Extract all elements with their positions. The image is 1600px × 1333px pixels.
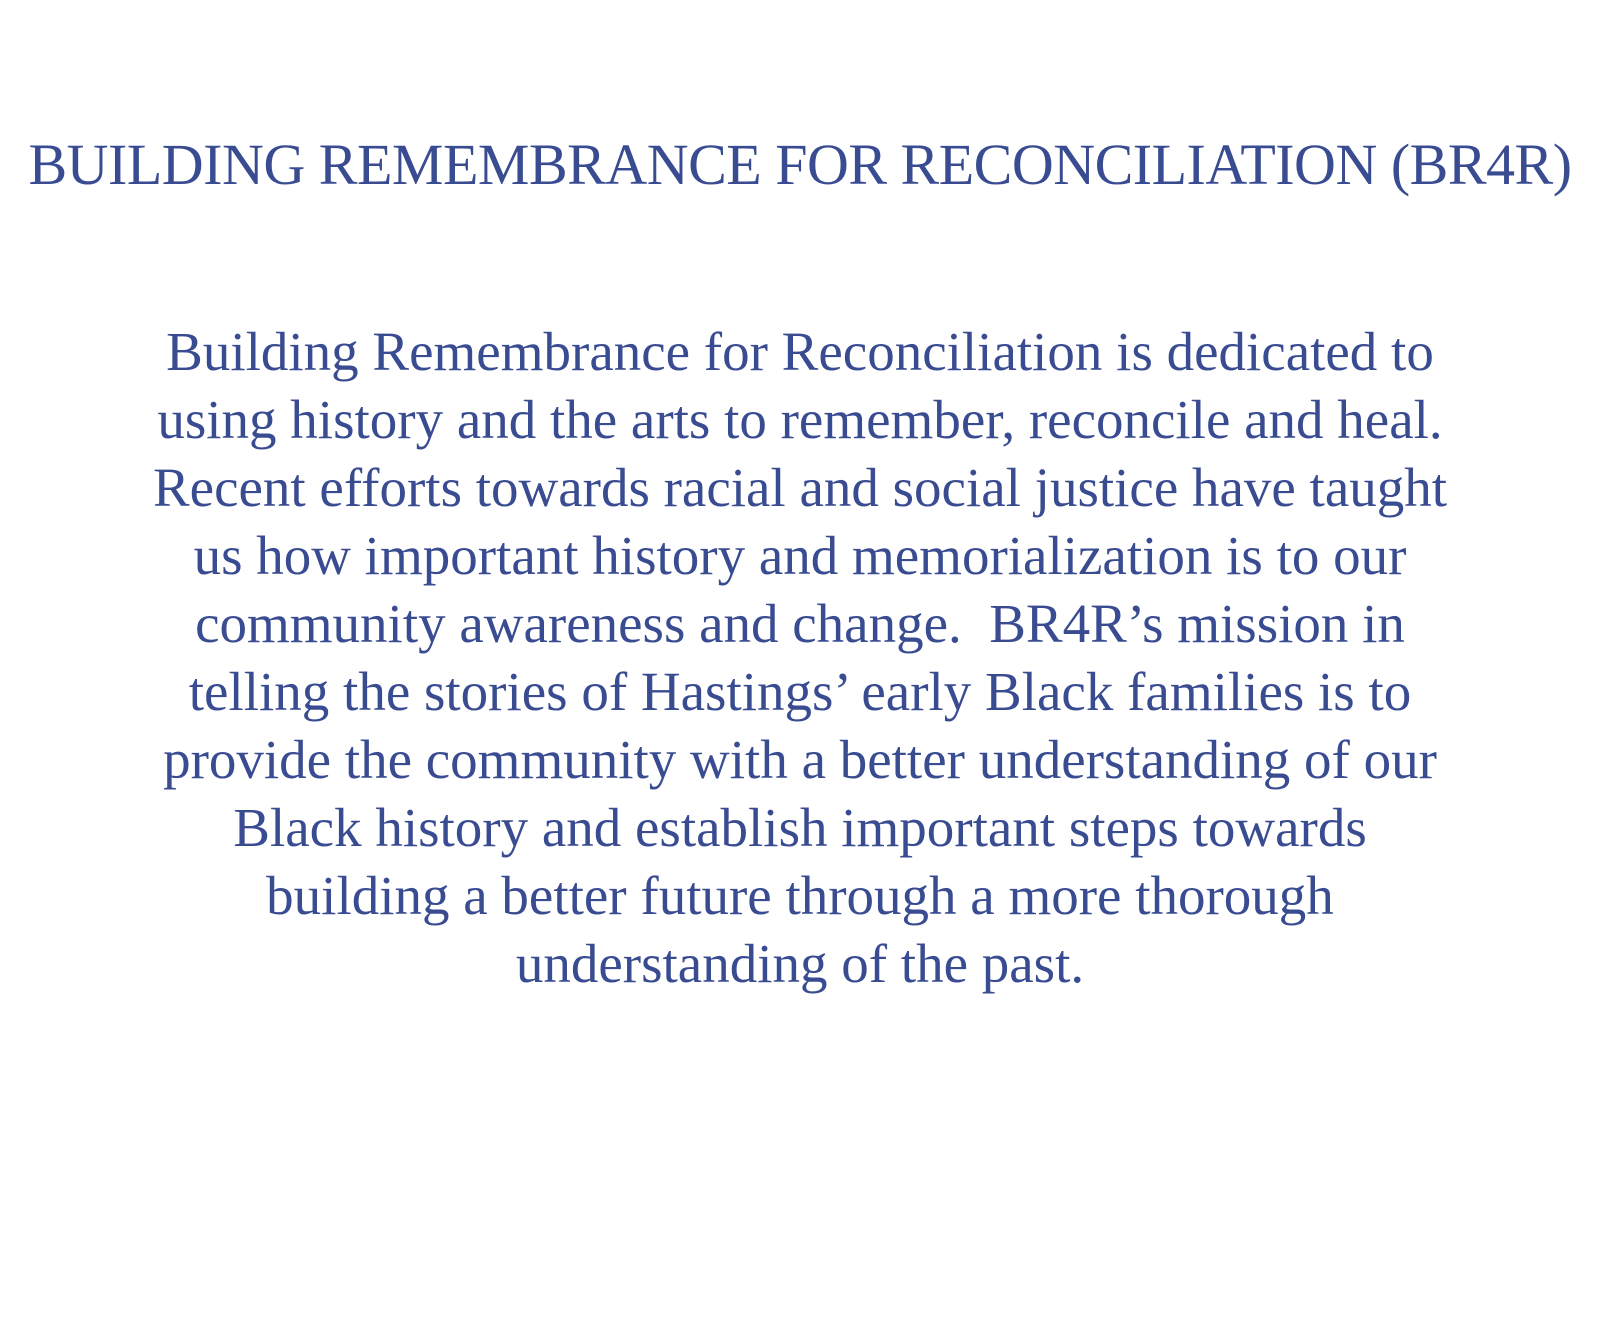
paragraph-line: understanding of the past. (515, 933, 1085, 994)
paragraph-line: Black history and establish important steps towards (233, 797, 1367, 858)
paragraph-line: provide the community with a better understanding of our (163, 729, 1437, 790)
paragraph-line: building a better future through a more thorough (266, 865, 1334, 926)
paragraph-line: telling the stories of Hastings’ early Black families is to (188, 661, 1412, 722)
document-title: BUILDING REMEMBRANCE FOR RECONCILIATION (BR4R) (28, 132, 1572, 197)
paragraph-line: using history and the arts to remember, reconcile and heal. (157, 389, 1443, 450)
paragraph-line: community awareness and change. BR4R’s mission in (195, 593, 1405, 654)
paragraph-line: us how important history and memorialization is to our (193, 525, 1407, 586)
mission-paragraph (0, 318, 1600, 998)
paragraph-line: Recent efforts towards racial and social justice have taught (152, 457, 1448, 518)
paragraph-line: Building Remembrance for Reconciliation is dedicated to (166, 321, 1434, 382)
